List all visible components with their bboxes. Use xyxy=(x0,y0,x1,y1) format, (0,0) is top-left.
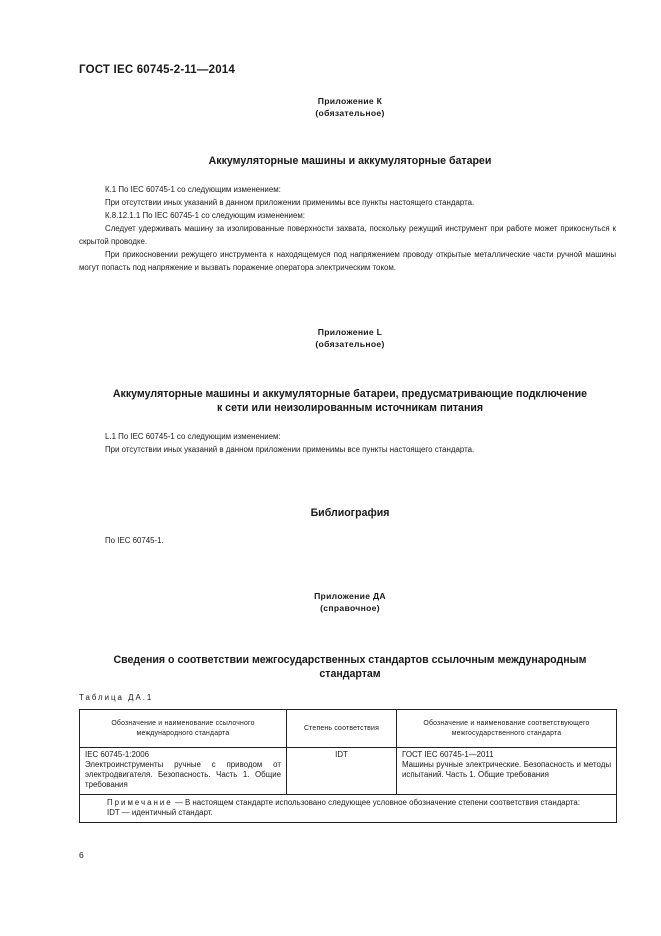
cell-note xyxy=(80,795,617,823)
col-header-degree: Степень соответствия xyxy=(287,710,397,748)
intl-standard-name: Электроинструменты ручные с приводом от электродвигателя. Безопасность. Часть 1. Общие требования xyxy=(85,760,281,789)
annex-k-para-3: К.8.12.1.1 По IEC 60745-1 со следующим изменением: xyxy=(105,211,305,220)
annex-k-status: (обязательное) xyxy=(315,108,385,118)
annex-k-para-1: К.1 По IEC 60745-1 со следующим изменением: xyxy=(105,185,281,194)
annex-da-heading-line1: Сведения о соответствии межгосударственных стандартов ссылочным международным xyxy=(113,654,587,666)
annex-k-para-5: При прикосновении режущего инструмента к находящемуся под напряжением проводу открытые металлические части ручной машины могут попасть под напряжение и вызвать поражение оператора электрическим током. xyxy=(79,250,616,272)
annex-k-para-2: При отсутствии иных указаний в данном приложении применимы все пункты настоящего стандарта. xyxy=(105,198,475,207)
annex-l-title: Приложение L xyxy=(317,327,383,337)
cell-international-standard xyxy=(80,748,287,795)
cell-interstate-standard xyxy=(397,748,617,795)
note-label: Примечание xyxy=(107,798,173,807)
note-definition: IDT — идентичный стандарт. xyxy=(107,808,213,817)
annex-da-title: Приложение ДА xyxy=(314,591,386,601)
page-number: 6 xyxy=(79,850,84,860)
gost-standard-code: ГОСТ IEC 60745-1—2011 xyxy=(402,750,494,759)
annex-da-status: (справочное) xyxy=(320,603,380,613)
col-header-international: Обозначение и наименование ссылочного международного стандарта xyxy=(80,710,287,748)
table-row xyxy=(80,748,617,795)
cell-degree: IDT xyxy=(287,748,397,795)
annex-l-status: (обязательное) xyxy=(315,339,385,349)
col-header-interstate: Обозначение и наименование соответствующего межгосударственного стандарта xyxy=(397,710,617,748)
table-header-row xyxy=(80,710,617,748)
correspondence-table xyxy=(79,709,617,823)
bibliography-heading: Библиография xyxy=(310,507,390,519)
gost-standard-name: Машины ручные электрические. Безопасность и методы испытаний. Часть 1. Общие требования xyxy=(402,760,611,779)
note-text: — В настоящем стандарте использовано следующее условное обозначение степени соответствия стандарта: xyxy=(172,798,581,807)
document-code: ГОСТ IEC 60745-2-11—2014 xyxy=(79,64,235,76)
annex-l-heading-line1: Аккумуляторные машины и аккумуляторные батареи, предусматривающие подключение xyxy=(112,388,588,400)
annex-l-para-2: При отсутствии иных указаний в данном приложении применимы все пункты настоящего стандарта. xyxy=(105,445,475,454)
table-note-row xyxy=(80,795,617,823)
note-paragraph xyxy=(85,798,611,808)
annex-l-para-1: L.1 По IEC 60745-1 со следующим изменением: xyxy=(105,432,281,441)
table-caption: Таблица ДА.1 xyxy=(79,693,154,702)
annex-k-heading: Аккумуляторные машины и аккумуляторные батареи xyxy=(208,155,492,167)
intl-standard-code: IEC 60745-1:2006 xyxy=(85,750,150,759)
annex-k-para-4: Следует удерживать машину за изолированные поверхности захвата, поскольку режущий инструмент при работе может прикоснуться к скрытой проводке. xyxy=(79,224,616,246)
annex-da-heading-line2: стандартам xyxy=(319,668,381,680)
annex-l-heading-line2: к сети или неизолированным источникам питания xyxy=(216,402,484,414)
annex-k-title: Приложение К xyxy=(317,96,383,106)
bibliography-text: По IEC 60745-1. xyxy=(105,536,164,545)
